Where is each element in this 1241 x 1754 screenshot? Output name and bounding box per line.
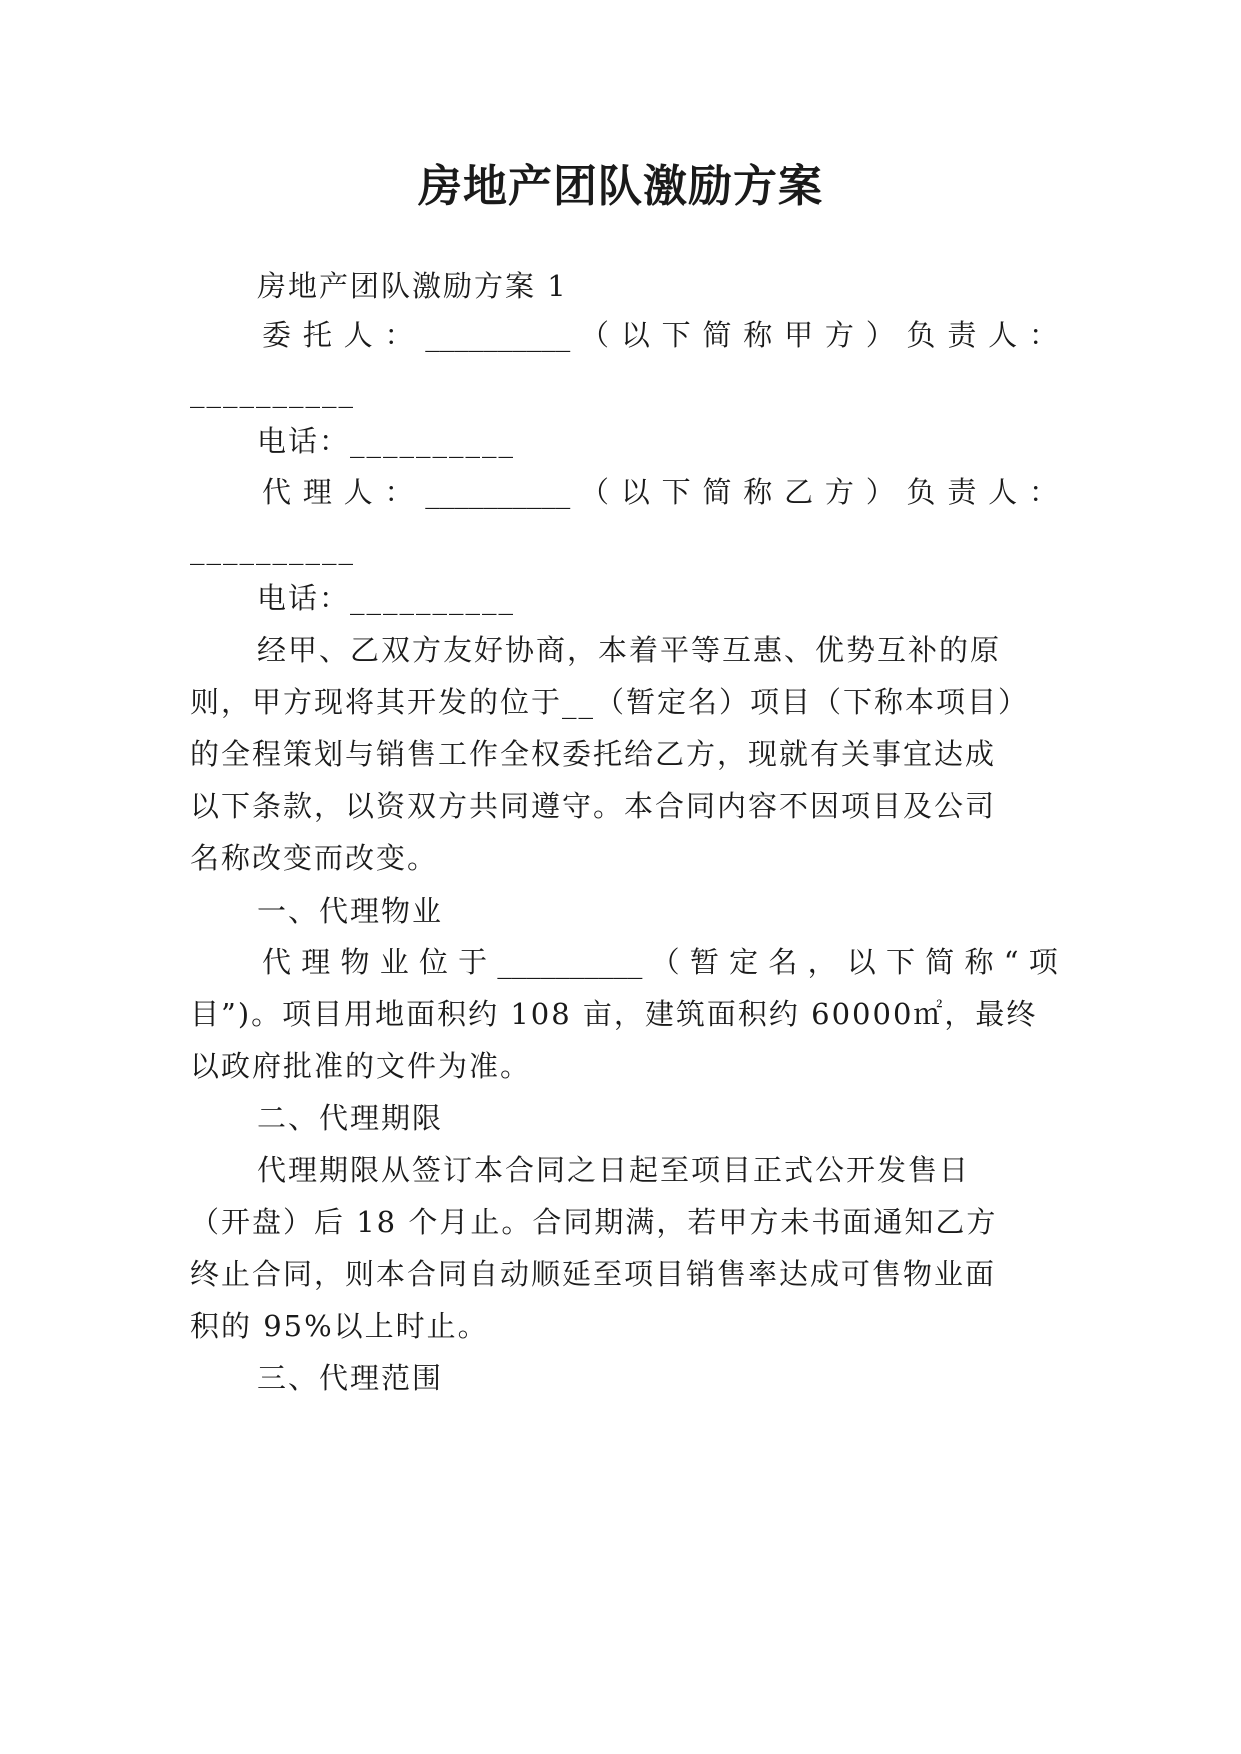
text-glyph: __________ [497, 945, 643, 979]
section-heading: 二、代理期限 [257, 1101, 444, 1135]
agent-phone: 电话：__________ [257, 581, 516, 615]
text-glyph: 负 [906, 475, 938, 509]
paragraph-line: 经甲、乙双方友好协商，本着平等互惠、优势互补的原 [257, 633, 1002, 667]
text-glyph: ） [865, 475, 897, 509]
text-glyph: 负 [906, 318, 938, 352]
text-glyph: 代 [262, 475, 294, 509]
text-glyph: 乙 [784, 475, 816, 509]
paragraph-line: 的全程策划与销售工作全权委托给乙方，现就有关事宜达成 [190, 737, 997, 771]
text-glyph: 代 [262, 945, 294, 979]
text-glyph: 称 [743, 475, 775, 509]
text-glyph: 项 [1028, 945, 1060, 979]
paragraph-line: 目”)。项目用地面积约 108 亩，建筑面积约 60000㎡，最终 [190, 997, 1038, 1031]
agent-contact-blank: __________ [190, 531, 355, 565]
text-glyph: 人 [988, 475, 1020, 509]
client-row [262, 315, 1060, 355]
text-glyph: 暂 [689, 945, 721, 979]
text-glyph: 下 [661, 475, 693, 509]
paragraph-line: 则，甲方现将其开发的位于__（暂定名）项目（下称本项目） [190, 685, 1030, 719]
text-glyph: 责 [947, 475, 979, 509]
text-glyph: “ [1003, 945, 1021, 979]
paragraph-line [262, 942, 1060, 982]
text-glyph: 人 [343, 475, 375, 509]
section-heading: 一、代理物业 [257, 894, 444, 928]
text-glyph: 以 [846, 945, 878, 979]
text-glyph: 人 [343, 318, 375, 352]
text-glyph: ： [1028, 475, 1060, 509]
agent-row [262, 472, 1060, 512]
text-glyph: 理 [301, 945, 333, 979]
text-glyph: ， [807, 945, 839, 979]
text-glyph: __________ [425, 318, 571, 352]
section-heading: 房地产团队激励方案 1 [257, 269, 568, 303]
paragraph-line: 积的 95%以上时止。 [190, 1309, 489, 1343]
client-contact-blank: __________ [190, 374, 355, 408]
text-glyph: ： [384, 475, 416, 509]
paragraph-line: 代理期限从签订本合同之日起至项目正式公开发售日 [257, 1153, 971, 1187]
text-glyph: （ [580, 318, 612, 352]
text-glyph: 物 [340, 945, 372, 979]
text-glyph: 定 [729, 945, 761, 979]
paragraph-line: 以政府批准的文件为准。 [190, 1049, 532, 1083]
paragraph-line: 名称改变而改变。 [190, 841, 439, 875]
text-glyph: 委 [262, 318, 294, 352]
text-glyph: ： [1028, 318, 1060, 352]
text-glyph: 位 [418, 945, 450, 979]
text-glyph: ： [384, 318, 416, 352]
text-glyph: 方 [824, 318, 856, 352]
paragraph-line: 以下条款，以资双方共同遵守。本合同内容不因项目及公司 [190, 789, 997, 823]
text-glyph: 称 [964, 945, 996, 979]
text-glyph: 方 [824, 475, 856, 509]
document-title: 房地产团队激励方案 [418, 161, 823, 212]
text-glyph: 简 [925, 945, 957, 979]
paragraph-line: （开盘）后 18 个月止。合同期满，若甲方未书面通知乙方 [190, 1205, 998, 1239]
text-glyph: 甲 [784, 318, 816, 352]
text-glyph: 下 [886, 945, 918, 979]
text-glyph: （ [650, 945, 682, 979]
text-glyph: 人 [988, 318, 1020, 352]
text-glyph: 以 [620, 475, 652, 509]
text-glyph: （ [580, 475, 612, 509]
text-glyph: ） [865, 318, 897, 352]
text-glyph: 以 [620, 318, 652, 352]
client-phone: 电话：__________ [257, 424, 516, 458]
section-heading: 三、代理范围 [257, 1361, 444, 1395]
text-glyph: 理 [302, 475, 334, 509]
text-glyph: 托 [302, 318, 334, 352]
paragraph-line: 终止合同，则本合同自动顺延至项目销售率达成可售物业面 [190, 1257, 997, 1291]
text-glyph: 下 [661, 318, 693, 352]
text-glyph: 名 [768, 945, 800, 979]
text-glyph: __________ [425, 475, 571, 509]
text-glyph: 简 [702, 475, 734, 509]
text-glyph: 责 [947, 318, 979, 352]
text-glyph: 称 [743, 318, 775, 352]
text-glyph: 业 [379, 945, 411, 979]
text-glyph: 于 [458, 945, 490, 979]
text-glyph: 简 [702, 318, 734, 352]
